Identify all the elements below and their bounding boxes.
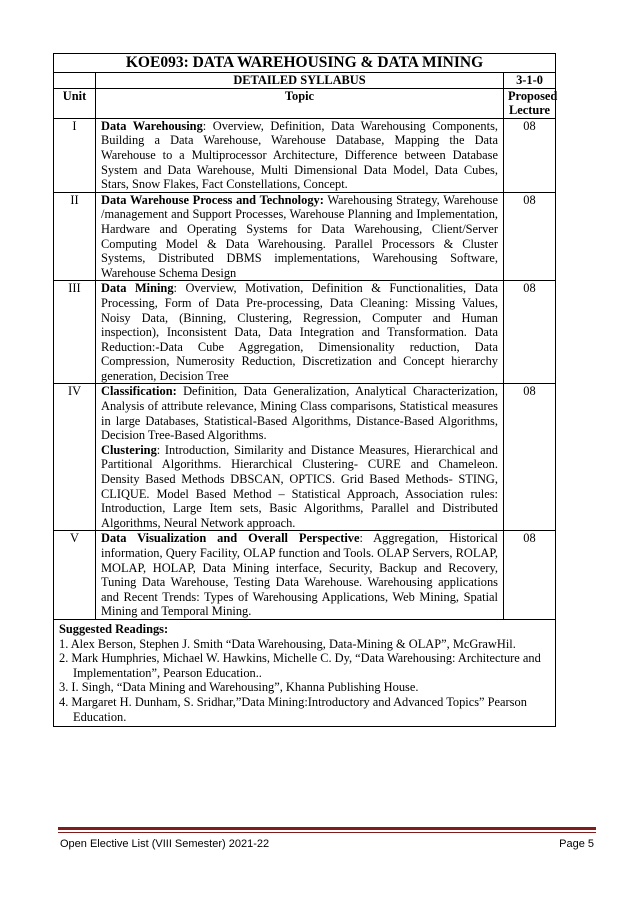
topic-paragraph xyxy=(101,531,498,619)
readings-title: Suggested Readings: xyxy=(59,621,169,636)
topic-text: : Introduction, Similarity and Distance Measures, Hierarchical and Partitional Algorithms. Hierarchical Clustering- CURE and Chameleon. Density Based Methods DBSCAN, OPTICS. Grid Based Methods- STING, CLIQUE. Model Based Method – Statistical Approach, Association rules: Introduction, Large Item sets, Basic Algorithms, Parallel and Distributed Algorithms, Neural Network approach. xyxy=(101,442,498,530)
lecture-count: 08 xyxy=(503,384,555,531)
footer-rule xyxy=(58,827,596,830)
topic-heading: Data Mining xyxy=(101,281,174,296)
unit-rows xyxy=(54,118,556,619)
topic-heading: Clustering xyxy=(101,442,157,457)
topic-paragraph xyxy=(101,119,498,192)
unit-number: I xyxy=(54,118,96,192)
title-row xyxy=(54,54,556,73)
topic-column-header: Topic xyxy=(96,88,504,118)
ltp-value: 3-1-0 xyxy=(503,73,555,89)
reading-item: 1. Alex Berson, Stephen J. Smith “Data Warehousing, Data-Mining & OLAP”, McGrawHil. xyxy=(59,636,516,651)
topic-text: : Aggregation, Historical information, Query Facility, OLAP function and Tools. OLAP Servers, ROLAP, MOLAP, HOLAP, Data Mining interface, Security, Backup and Recovery, Tuning Data Warehouse, Testing Data Warehouse. Warehousing applications and Recent Trends: Types of Warehousing Applications, Web Mining, Spatial Mining and Temporal Mining. xyxy=(101,531,498,619)
unit-topic xyxy=(96,192,504,281)
unit-row xyxy=(54,384,556,531)
unit-row xyxy=(54,531,556,620)
unit-number: V xyxy=(54,531,96,620)
column-header-row xyxy=(54,88,556,118)
readings-row xyxy=(54,619,556,726)
reading-item: 3. I. Singh, “Data Mining and Warehousing”, Khanna Publishing House. xyxy=(59,680,419,695)
course-title: KOE093: DATA WAREHOUSING & DATA MINING xyxy=(54,54,556,73)
unit-number: II xyxy=(54,192,96,281)
footer-rule-thin xyxy=(58,832,596,833)
unit-column-header: Unit xyxy=(54,88,96,118)
topic-paragraph xyxy=(101,443,498,531)
unit-topic xyxy=(96,118,504,192)
topic-text: : Overview, Definition, Data Warehousing Components, Building a Data Warehouse, Warehouse Database, Mapping the Data Warehouse to a Multiprocessor Architecture, Difference between Database System and Data Warehouse, Multi Dimensional Data Model, Data Cubes, Stars, Snow Flakes, Fact Constellations, Concept. xyxy=(101,118,498,192)
detailed-syllabus-row xyxy=(54,73,556,89)
reading-item: 2. Mark Humphries, Michael W. Hawkins, Michelle C. Dy, “Data Warehousing: Architecture and Implementation”, Pearson Education.. xyxy=(59,651,541,680)
unit-number: IV xyxy=(54,384,96,531)
unit-number: III xyxy=(54,281,96,384)
lecture-count: 08 xyxy=(503,192,555,281)
topic-paragraph xyxy=(101,384,498,442)
reading-list xyxy=(59,637,551,725)
unit-topic xyxy=(96,281,504,384)
footer-text: Open Elective List (VIII Semester) 2021-22 xyxy=(60,838,270,850)
reading-item: 4. Margaret H. Dunham, S. Sridhar,”Data Mining:Introductory and Advanced Topics” Pearson Education. xyxy=(59,694,527,724)
topic-heading: Data Warehouse Process and Technology: xyxy=(101,192,324,207)
suggested-readings xyxy=(54,619,556,726)
topic-heading: Data Visualization and Overall Perspective xyxy=(101,531,360,546)
syllabus-table xyxy=(53,53,556,727)
empty-cell xyxy=(54,73,96,89)
unit-topic xyxy=(96,384,504,531)
lecture-count: 08 xyxy=(503,531,555,620)
detailed-syllabus-heading: DETAILED SYLLABUS xyxy=(96,73,504,89)
lecture-count: 08 xyxy=(503,281,555,384)
unit-row xyxy=(54,118,556,192)
unit-row xyxy=(54,192,556,281)
topic-text: Warehousing Strategy, Warehouse /management and Support Processes, Warehouse Planning and Implementation, Hardware and Operating Systems for Data Warehousing, Client/Server Computing Model & Data Warehousing. Parallel Processors & Cluster Systems, Distributed DBMS implementations, Warehousing Software, Warehouse Schema Design xyxy=(101,192,498,280)
lecture-count: 08 xyxy=(503,118,555,192)
page-number: Page 5 xyxy=(559,838,594,850)
topic-heading: Classification: xyxy=(101,384,177,399)
unit-topic xyxy=(96,531,504,620)
topic-text: : Overview, Motivation, Definition & Functionalities, Data Processing, Form of Data Pre-processing, Data Cleaning: Missing Values, Noisy Data, (Binning, Clustering, Regression, Computer and Human inspection), Inconsistent Data, Data Integration and Transformation. Data Reduction:-Data Cube Aggregation, Dimensionality reduction, Data Compression, Numerosity Reduction, Discretization and Concept hierarchy generation, Decision Tree xyxy=(101,281,498,383)
lecture-column-header: Proposed Lecture xyxy=(503,88,555,118)
unit-row xyxy=(54,281,556,384)
topic-paragraph xyxy=(101,193,498,281)
topic-heading: Data Warehousing xyxy=(101,118,203,133)
topic-paragraph xyxy=(101,281,498,383)
topic-text: Definition, Data Generalization, Analytical Characterization, Analysis of attribute relevance, Mining Class comparisons, Statistical measures in large Databases, Statistical-Based Algorithms, Distance-Based Algorithms, Decision Tree-Based Algorithms. xyxy=(101,384,498,443)
